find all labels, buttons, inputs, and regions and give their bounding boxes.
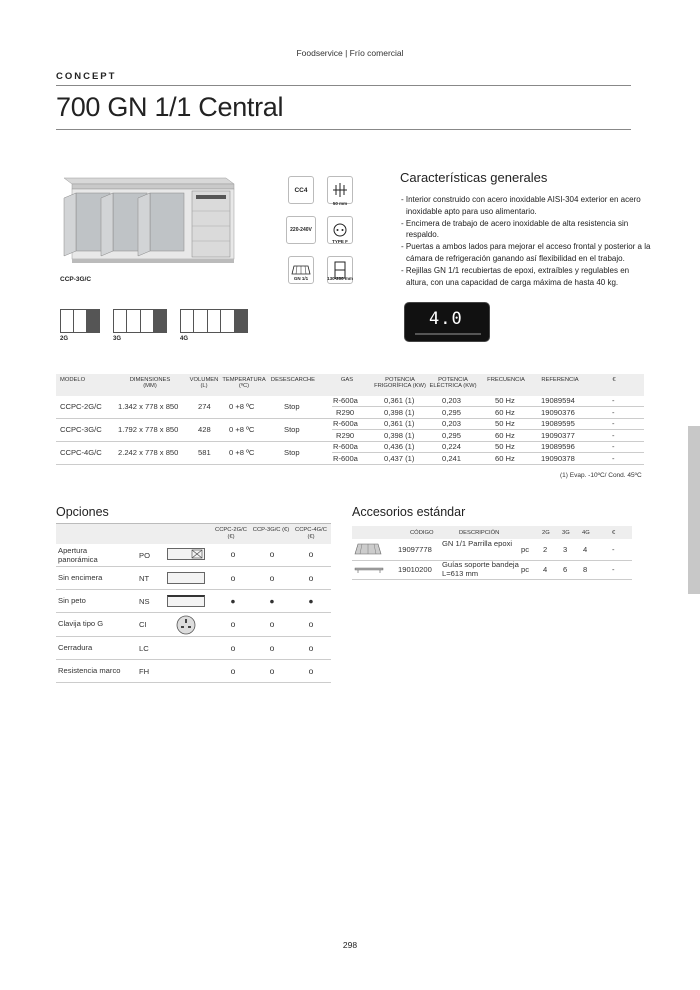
config-2g-diagram [60,309,100,333]
table-cell-temperatura: 0 +8 ºC [229,448,255,457]
acc-unit: pc [521,545,530,554]
table-cell-temperatura: 0 +8 ºC [229,402,255,411]
page-number: 298 [342,940,358,950]
shelf-distance-caption: 50 mm [332,201,348,206]
table-cell-dimensiones: 1.792 x 778 x 850 [118,425,179,434]
option-value: o [230,619,236,629]
divider [56,85,631,86]
rack-height-caption: 130-200 mm [327,276,353,281]
col-potencia-electrica: POTENCIA ELÉCTRICA (KW) [429,377,477,390]
option-code: CI [139,620,147,629]
table-cell-referencia: 19090377 [541,431,575,440]
table-footnote: (1) Evap. -10ºC/ Cond. 45ºC [560,472,642,479]
cc4-badge: CC4 [288,176,314,204]
voltage-badge: 220-240V [286,216,316,244]
product-image [56,176,236,268]
table-cell-pot-frig: 0,361 (1) [384,396,415,405]
acc-qty-2g: 2 [543,545,548,554]
option-code: FH [139,667,150,676]
options-title: Opciones [56,505,109,519]
row-divider [332,429,644,430]
table-cell-pot-frig: 0,398 (1) [384,408,415,417]
acc-codigo: 19097778 [398,545,432,554]
display-value: 4.0 [429,309,463,329]
col-temperatura: TEMPERATURA (ºC) [222,377,266,390]
table-cell-pot-frig: 0,437 (1) [384,454,415,463]
table-cell-pot-elec: 0,241 [442,454,462,463]
features-list [401,194,651,288]
table-cell-gas: R290 [336,408,355,417]
panoramic-thumbnail [167,548,205,560]
table-cell-precio: - [612,408,615,417]
acc-precio: - [612,565,615,574]
table-cell-temperatura: 0 +8 ºC [229,425,255,434]
acc-precio: - [612,545,615,554]
table-cell-gas: R-600a [333,454,358,463]
table-cell-precio: - [612,442,615,451]
col-modelo: MODELO [60,377,86,383]
table-cell-pot-elec: 0,203 [442,396,462,405]
row-divider [56,682,331,683]
row-divider [56,566,331,567]
option-code: PO [139,551,150,560]
option-value: o [269,666,275,676]
table-cell-frecuencia: 50 Hz [495,419,515,428]
opt-col-4g: CCPC-4G/C (€) [295,527,327,540]
col-volumen: VOLUMEN (L) [189,377,219,390]
table-cell-frecuencia: 60 Hz [495,431,515,440]
accessories-header [352,526,632,539]
table-cell-frecuencia: 60 Hz [495,454,515,463]
col-potencia-frigorifica: POTENCIA FRIGORÍFICA (KW) [374,377,426,390]
feature-item: - Encimera de trabajo de acero inoxidable de alta resistencia sin respaldo. [401,218,629,240]
option-value: o [269,619,275,629]
opt-col-2g: CCPC-2G/C (€) [215,527,247,540]
page-title: 700 GN 1/1 Central [56,92,284,122]
accessories-title: Accesorios estándar [352,505,466,519]
shelf-distance-icon [327,176,353,204]
table-cell-pot-elec: 0,295 [442,431,462,440]
col-referencia: REFERENCIA [541,377,579,383]
option-value: o [230,549,236,559]
features-title: Características generales [400,170,548,185]
tray-rail-icon [354,564,384,574]
table-cell-frecuencia: 50 Hz [495,442,515,451]
option-label: Resistencia marco [58,666,121,675]
acc-col-codigo: CÓDIGO [410,530,434,536]
product-model-label: CCP-3G/C [60,276,92,283]
option-value: o [269,549,275,559]
acc-qty-2g: 4 [543,565,548,574]
config-4g-diagram [180,309,248,333]
acc-descripcion: GN 1/1 Parrilla epoxi [442,539,513,548]
table-cell-gas: R-600a [333,396,358,405]
table-cell-modelo: CCPC-2G/C [60,402,102,411]
option-value: o [308,619,314,629]
col-gas: GAS [340,377,354,383]
series-label: CONCEPT [56,71,117,82]
row-divider [56,659,331,660]
option-value: o [308,666,314,676]
col-frecuencia: FRECUENCIA [487,377,525,383]
row-divider [56,589,331,590]
row-divider [332,406,644,407]
table-cell-referencia: 19090376 [541,408,575,417]
acc-qty-3g: 6 [563,565,568,574]
controller-display [404,302,490,342]
config-2g-label: 2G [60,336,69,342]
feature-item: - Rejillas GN 1/1 recubiertas de epoxi, extraíbles y regulables en altura, con una capacidad de carga máxima de hasta 40 kg. [401,265,630,287]
option-value: o [308,573,314,583]
col-desescarche: DESESCARCHE [270,377,316,383]
grid-shelf-icon [354,542,382,556]
table-cell-pot-elec: 0,295 [442,408,462,417]
col-dimensiones: DIMENSIONES (MM) [129,377,171,390]
table-cell-desescarche: Stop [284,425,300,434]
table-cell-pot-frig: 0,398 (1) [384,431,415,440]
table-cell-referencia: 19089594 [541,396,575,405]
row-divider [352,579,632,580]
option-label: Cerradura [58,643,93,652]
feature-item: - Puertas a ambos lados para mejorar el acceso frontal y posterior a la cámara de refrigeración ganando así flexibilidad en el trabajo. [401,242,651,263]
table-cell-volumen: 428 [198,425,211,434]
acc-col-descripcion: DESCRIPCIÓN [459,530,500,536]
acc-col-4g: 4G [582,530,590,536]
plug-type-caption: TYPE F [332,239,348,244]
spec-table-header [56,374,644,396]
table-cell-referencia: 19090378 [541,454,575,463]
table-cell-pot-elec: 0,224 [442,442,462,451]
config-3g-label: 3G [113,336,122,342]
table-cell-pot-frig: 0,361 (1) [384,419,415,428]
option-code: LC [139,644,149,653]
option-value: o [230,643,236,653]
divider [56,129,631,130]
table-cell-precio: - [612,396,615,405]
table-cell-pot-elec: 0,203 [442,419,462,428]
option-code: NT [139,574,150,583]
plug-g-icon [176,615,196,635]
option-value: ● [308,596,314,606]
display-button-bar [415,333,481,335]
acc-descripcion: Guías soporte bandeja L=613 mm [442,560,519,578]
row-divider [56,636,331,637]
option-value: o [308,549,314,559]
acc-qty-3g: 3 [563,545,568,554]
table-cell-dimensiones: 2.242 x 778 x 850 [118,448,179,457]
table-cell-modelo: CCPC-4G/C [60,448,102,457]
table-cell-referencia: 19089595 [541,419,575,428]
option-value: o [308,643,314,653]
option-value: o [269,573,275,583]
opt-col-3g: CCP-3G/C (€) [252,527,290,533]
table-cell-gas: R-600a [333,442,358,451]
page-category: Foodservice | Frío comercial [296,48,404,58]
acc-codigo: 19010200 [398,565,432,574]
table-cell-desescarche: Stop [284,402,300,411]
options-header [56,524,331,544]
option-label: Sin peto [58,596,86,605]
option-label: Sin encimera [58,573,103,582]
table-cell-pot-frig: 0,436 (1) [384,442,415,451]
table-cell-dimensiones: 1.342 x 778 x 850 [118,402,179,411]
table-cell-precio: - [612,419,615,428]
acc-col-precio: € [612,530,616,536]
gn-rack-caption: GN 1/1 [293,276,309,281]
table-cell-referencia: 19089596 [541,442,575,451]
table-cell-frecuencia: 50 Hz [495,396,515,405]
side-tab [688,426,700,594]
acc-unit: pc [521,565,530,574]
option-value: o [230,666,236,676]
acc-qty-4g: 8 [583,565,588,574]
option-value: ● [269,596,275,606]
table-cell-volumen: 581 [198,448,211,457]
table-cell-gas: R290 [336,431,355,440]
table-cell-precio: - [612,454,615,463]
option-code: NS [139,597,150,606]
option-label: Apertura panorámica [58,546,98,564]
table-cell-frecuencia: 60 Hz [495,408,515,417]
table-cell-volumen: 274 [198,402,211,411]
option-value: o [230,573,236,583]
row-divider [56,464,644,465]
acc-col-2g: 2G [542,530,550,536]
acc-qty-4g: 4 [583,545,588,554]
no-top-thumbnail [167,572,205,584]
table-cell-desescarche: Stop [284,448,300,457]
col-precio: € [612,377,616,383]
config-4g-label: 4G [180,336,189,342]
feature-item: - Interior construido con acero inoxidable AISI-304 exterior en acero inoxidable apto para uso alimentario. [401,195,641,216]
row-divider [332,452,644,453]
option-value: ● [230,596,236,606]
option-label: Clavija tipo G [58,619,104,628]
row-divider [56,612,331,613]
table-cell-modelo: CCPC-3G/C [60,425,102,434]
no-splash-thumbnail [167,595,205,607]
table-cell-gas: R-600a [333,419,358,428]
config-3g-diagram [113,309,167,333]
option-value: o [269,643,275,653]
acc-col-3g: 3G [562,530,570,536]
table-cell-precio: - [612,431,615,440]
